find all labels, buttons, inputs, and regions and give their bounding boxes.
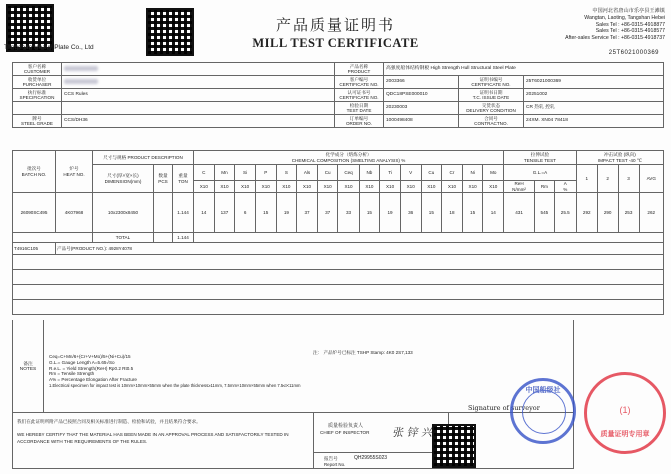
customer-label: 客户名称 CUSTOMER [13,63,62,76]
row-dimension: 10x2300x8450 [93,193,154,233]
issue-date-value: 20251002 [524,89,664,102]
notes-lines [49,354,301,389]
pcs-header: 数量 PCS [154,165,173,193]
el-ni: Ni [462,165,483,181]
row-pcs [154,193,173,233]
tensile-header: 拉伸试验 TENSILE TEST [504,151,577,165]
title-en: MILL TEST CERTIFICATE [252,36,419,50]
factor: X10 [317,181,338,193]
certify-statement: 我们在此证明所附产品已按照合同及相关标准进行制造、检验和试验，并且结果符合要求。 WE HEREBY CERTIFY THAT THE MATERIAL HAS BEEN MADE IN AN APPROVAL PROCESS AND SATISFACTORILY TESTED IN ACCORDANCE WITH THE REQUIREMENTS OF THE RULES. [17,419,289,444]
customer-no-value: 2003366 [384,76,459,89]
el-mn: Mn [214,165,235,181]
chief-label-cn: 质量检验负责人 [328,423,364,429]
mech-value: 545 [535,193,555,233]
impact-col-2: 2 [597,165,618,193]
test-date-value: 20230003 [384,102,459,115]
contract-value: 24XM. XN04 78418 [524,115,664,128]
note-line: G.L.= Gauge Length A=5.65√So [49,359,115,365]
note-line: R.e.L. = Yield Strength(ReH) Rp0.2 Rt0.5 [49,365,134,371]
chem-value: 137 [214,193,235,233]
grade-label: 牌号 STEEL GRADE [13,115,62,128]
footer-batch: T4916C105 [13,243,56,255]
chem-value: 15 [359,193,380,233]
inspector-cell [313,412,449,468]
product-desc-header: 尺寸与规格 PRODUCT DESCRIPTION [93,151,194,165]
el-ti: Ti [380,165,401,181]
delivery-label: 交货状态 DELIVERY CONDITION [459,102,524,115]
factor: X10 [359,181,380,193]
factor: X10 [194,181,215,193]
notes-stamp-line: 注： 产品炉号已标注 TSHP Stamp: 4K0 2S7,133 [313,350,413,355]
chief-label-en: CHIEF OF INSPECTOR [320,430,370,435]
order-label: 订单编号 ORDER NO. [335,115,384,128]
chem-value: 15 [255,193,276,233]
mech-value: 431 [504,193,535,233]
row-weight: 1.144 [173,193,194,233]
inspector-section [12,412,574,469]
company-address: 中国河北省唐山市乐亭县王滩镇 Wangtan, Laoting, Tangshan Hebei Sales Tel : +86-0315-4918877 Sales Tel : +86-0315-4918577 After-sales Service Tel : +86-0315-4918737 [565,8,665,42]
chem-value: 14 [483,193,504,233]
contract-label: 合同号 CONTRACTNO. [459,115,524,128]
impact-value: 253 [618,193,639,233]
factor: X10 [483,181,504,193]
impact-value: 292 [576,193,597,233]
report-label-en: Report No. [324,462,346,467]
total-label: TOTAL [93,233,154,243]
delivery-value: CR 热轧 控轧 [524,102,664,115]
el-cu1: Cu [317,165,338,181]
row-heat: 4K07968 [56,193,93,233]
cert-no-value: 25T6021000369 [524,76,664,89]
quality-stamp: (1) 质量证明专用章 [584,372,666,454]
impact-col-1: 1 [576,165,597,193]
total-weight: 1.144 [173,233,194,243]
purchaser-label: 收货单位 PURCHASER [13,76,62,89]
note-line: A% = Percentage Elongation After Fracture [49,377,137,383]
el-si: Si [235,165,256,181]
batch-header: 批次号 BATCH NO. [13,151,56,193]
product-label: 产品名称 PRODUCT [335,63,384,76]
row-batch: 26090SC495 [13,193,56,233]
qr-code-bottom [432,424,476,468]
factor: X10 [255,181,276,193]
chem-value: 37 [297,193,318,233]
factor: X10 [400,181,421,193]
footer-product-note: 产品号(PRODUCT NO.): 4928Y4078 [56,243,664,255]
mech-value: 25.5 [554,193,576,233]
factor: X10 [338,181,359,193]
factor: X10 [214,181,235,193]
table-row [13,193,664,233]
factor: X10 [421,181,442,193]
issue-date-label: 证明书日期 T.C. ISSUE DATE [459,89,524,102]
weight-header: 重量 TON [173,165,194,193]
chem-value: 6 [235,193,256,233]
el-c: C [194,165,215,181]
tensile-reh: ReH N/mm² [504,181,535,193]
test-date-label: 检验日期 TEST DATE [335,102,384,115]
cert-no-label: 证明书编号 CERTIFICATE NO. [459,76,524,89]
chem-value: 15 [462,193,483,233]
tensile-a: A % [554,181,576,193]
report-number: QH29955S023 [354,455,388,461]
total-row [13,233,664,243]
ccs-stamp: 中国船级社 [510,378,576,444]
el-v: V [400,165,421,181]
grade-value: CCS/DH36 [62,115,335,128]
dimension-header: 尺寸(厚×宽×长) DIMENSION(mm) [93,165,154,193]
customer-value [62,63,335,76]
gauge-length: G.L.=A [504,165,577,181]
el-s: S [276,165,297,181]
chem-value: 33 [338,193,359,233]
chem-value: 15 [421,193,442,233]
company-name: Tangshan Heavy Plate Co., Ltd [4,44,94,51]
impact-value: 290 [597,193,618,233]
factor: X10 [276,181,297,193]
note-line: 1.Electrical specimen for impact test is 10mm×10mm×55mm when the plate thickness≥11mm, 7.5mm×10mm×55mm when 7.5≤t<11mm [49,382,301,388]
title-cn: 产品质量证明书 [275,16,395,34]
footer-row [13,243,664,255]
note-line: Ceq=C+Mn/6+(Cr+V+Mo)/5+(Ni+Cu)/15 [49,354,131,359]
product-value: 高强度船体结构钢板 High Strength Hull Structural Steel Plate [384,63,664,76]
test-data-table [12,150,664,315]
el-cr: Cr [442,165,463,181]
spec-value: CCS Rules [62,89,335,102]
el-nb: Nb [359,165,380,181]
chem-value: 18 [442,193,463,233]
notes-label: 备注 NOTES [13,320,44,412]
factor: X10 [380,181,401,193]
factor: X10 [462,181,483,193]
cert-number-top: 25T6021000369 [608,50,659,56]
el-ceq: Ceq [338,165,359,181]
approval-label: 认可证书号 CERTIFICATE NO. [335,89,384,102]
chem-value: 19 [380,193,401,233]
chem-header: 化学成分（熔炼分析） CHEMICAL COMPOSITION (SMELTING ANALYSIS) % [194,151,504,165]
note-line: Rm = Tensile Strength [49,371,95,377]
customer-no-label: 客户编号 CERTIFICATE NO. [335,76,384,89]
impact-col-3: 3 [618,165,639,193]
chem-value: 36 [400,193,421,233]
approval-value: QDC18PSE000010 [384,89,459,102]
chem-value: 19 [276,193,297,233]
report-label-cn: 报告号 [324,456,338,461]
surveyor-signature-label: Signature of surveyor [468,404,540,412]
el-p: P [255,165,276,181]
impact-col-avg: AVG [639,165,663,193]
spec-empty [13,102,62,115]
heat-header: 炉号 HEAT NO. [56,151,93,193]
spec-label: 执行标准 SPECIFICATION [13,89,62,102]
tensile-rm: Rm [535,181,555,193]
chem-value: 37 [317,193,338,233]
el-mo: Mo [483,165,504,181]
el-als: Als [297,165,318,181]
notes-section [12,320,574,413]
order-value: 1000498408 [384,115,459,128]
inspector-signature: 张 锌 兴 [392,426,432,439]
el-cu2: Cu [421,165,442,181]
impact-header: 冲击试验 (纵向) IMPACT TEST -40 ℃ [576,151,663,165]
factor: X10 [297,181,318,193]
impact-value: 262 [639,193,663,233]
factor: X10 [235,181,256,193]
factor: X10 [442,181,463,193]
chem-value: 14 [194,193,215,233]
purchaser-value [62,76,335,89]
info-table [12,62,664,128]
